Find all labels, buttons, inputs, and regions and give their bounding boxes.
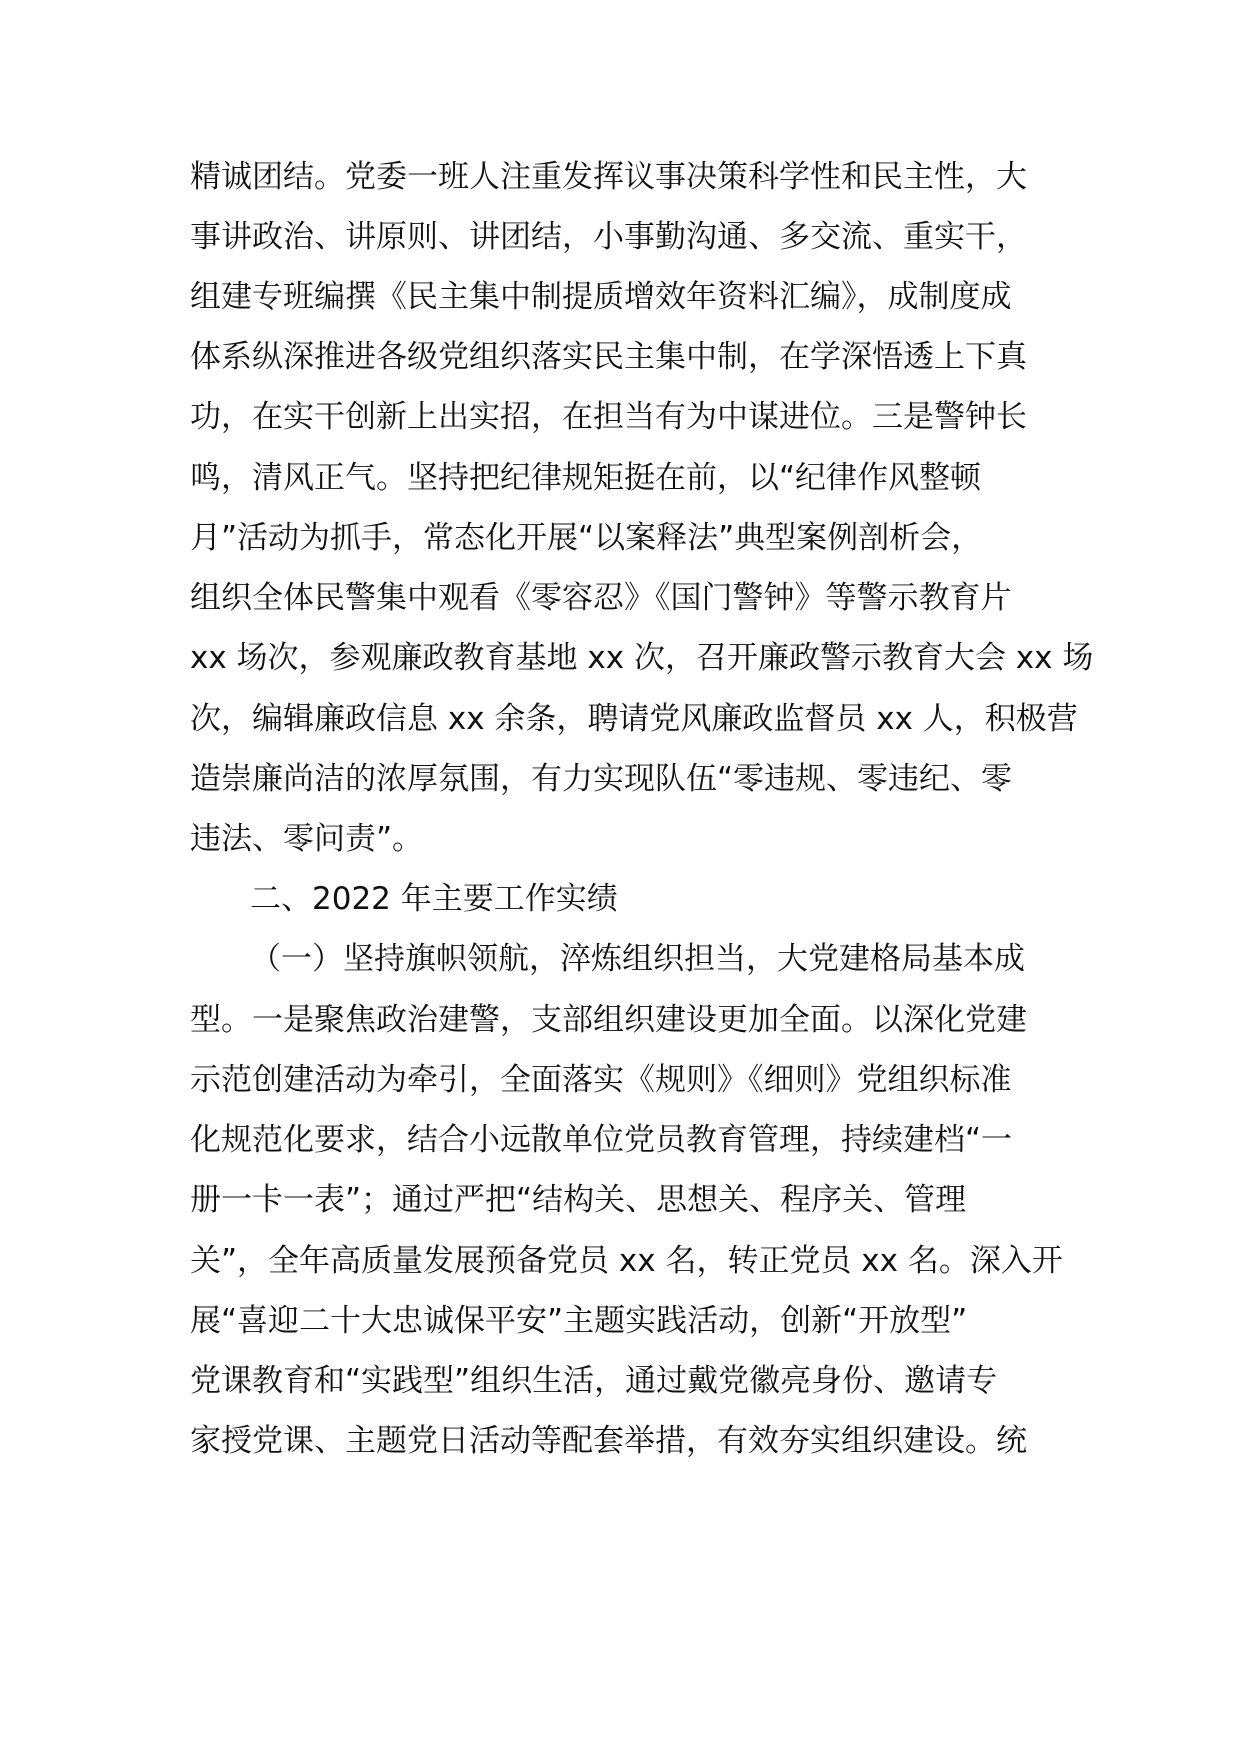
body-line: 党课教育和“实践型”组织生活，通过戴党徽亮身份、邀请专 — [190, 1363, 998, 1399]
body-line: 家授党课、主题党日活动等配套举措，有效夯实组织建设。统 — [190, 1423, 1027, 1459]
body-line: 事讲政治、讲原则、讲团结，小事勤沟通、多交流、重实干， — [190, 219, 1027, 255]
body-line: 精诚团结。党委一班人注重发挥议事决策科学性和民主性，大 — [190, 159, 1027, 195]
body-line: 组织全体民警集中观看《零容忍》《国门警钟》等警示教育片 — [190, 580, 1012, 616]
body-line: 鸣，清风正气。坚持把纪律规矩挺在前，以“纪律作风整顿 — [190, 460, 982, 496]
body-line: 功，在实干创新上出实招，在担当有为中谋进位。三是警钟长 — [190, 399, 1027, 435]
body-line: 造崇廉尚洁的浓厚氛围，有力实现队伍“零违规、零违纪、零 — [190, 761, 1013, 797]
body-line: 违法、零问责”。 — [190, 821, 424, 857]
body-line: 次，编辑廉政信息 xx 余条，聘请党风廉政监督员 xx 人，积极营 — [190, 701, 1078, 737]
body-line: 关”，全年高质量发展预备党员 xx 名，转正党员 xx 名。深入开 — [190, 1243, 1063, 1279]
body-line: 体系纵深推进各级党组织落实民主集中制，在学深悟透上下真 — [190, 339, 1027, 375]
body-line: 示范创建活动为牵引，全面落实《规则》《细则》党组织标准 — [190, 1062, 1012, 1098]
body-line: 型。一是聚焦政治建警，支部组织建设更加全面。以深化党建 — [190, 1002, 1027, 1038]
body-line: 展“喜迎二十大忠诚保平安”主题实践活动，创新“开放型” — [190, 1303, 968, 1339]
body-line: 月”活动为抓手，常态化开展“以案释法”典型案例剖析会， — [190, 520, 983, 556]
body-line: 化规范化要求，结合小远散单位党员教育管理，持续建档“一 — [190, 1122, 1013, 1158]
body-line: 组建专班编撰《民主集中制提质增效年资料汇编》，成制度成 — [190, 279, 1012, 315]
section-heading: 二、2022 年主要工作实绩 — [250, 881, 618, 917]
body-line: xx 场次，参观廉政教育基地 xx 次，召开廉政警示教育大会 xx 场 — [190, 640, 1094, 676]
body-line: 册一卡一表”；通过严把“结构关、思想关、程序关、管理 — [190, 1182, 967, 1218]
subsection-heading: （一）坚持旗帜领航，淬炼组织担当，大党建格局基本成 — [250, 941, 1025, 977]
